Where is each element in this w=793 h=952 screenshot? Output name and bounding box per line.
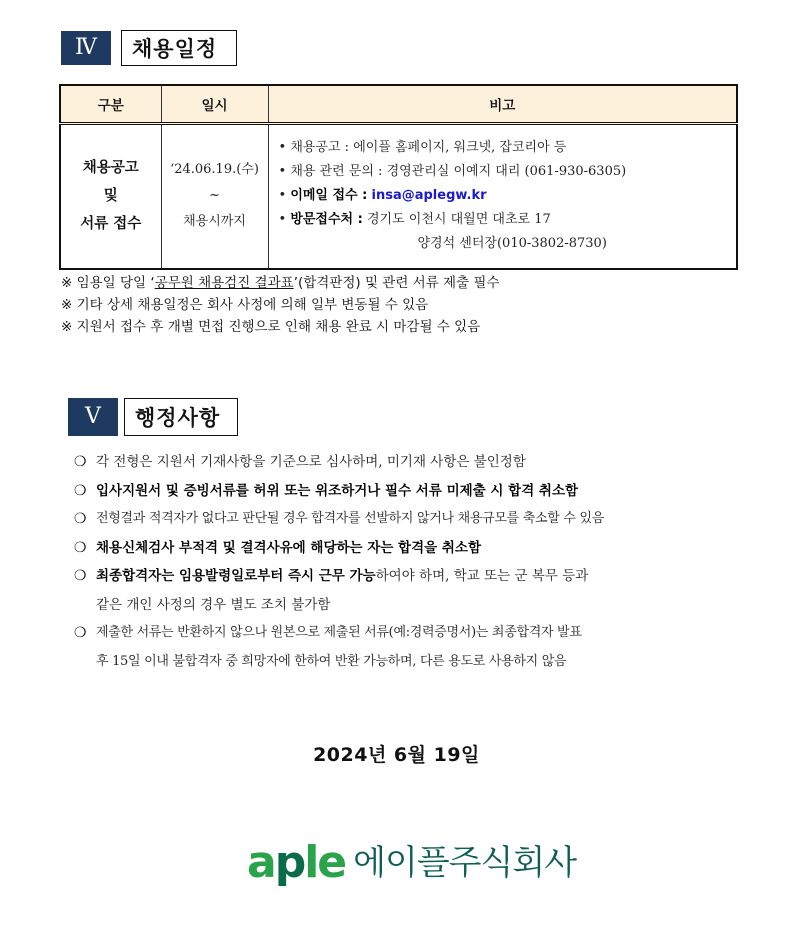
circle-bullet-icon: ❍: [74, 539, 87, 556]
division-cell: [60, 124, 161, 269]
note-inquiry: [279, 160, 727, 184]
note-bullet: •: [278, 140, 287, 156]
list-item: [74, 448, 738, 477]
note-posting: [279, 136, 727, 160]
list-item: [74, 534, 738, 563]
logo-mark-p: p: [274, 837, 305, 888]
item-text: [96, 562, 738, 619]
footnote-2: ※ 기타 상세 채용일정은 회사 사정에 의해 일부 변동될 수 있음: [61, 297, 429, 313]
document-date: 2024년 6월 19일: [313, 744, 480, 766]
header-division: 구분: [60, 85, 161, 124]
schedule-table: [59, 84, 738, 270]
logo-company-name: 에이플주식회사: [353, 843, 577, 883]
table-row: [60, 124, 737, 269]
list-item: [74, 619, 738, 676]
footnote-3: ※ 지원서 접수 후 개별 면접 진행으로 인해 채용 완료 시 마감될 수 있음: [61, 319, 481, 335]
note-bullet: •: [278, 164, 287, 180]
section-5-title: 행정사항: [124, 398, 238, 436]
footnote-1-post: ’(합격판정) 및 관련 서류 제출 필수: [293, 275, 500, 291]
note-email-label: 이메일 접수 :: [290, 188, 368, 204]
list-item: [74, 505, 738, 534]
footnote-1: [61, 272, 500, 294]
date-line-1: ‘24.06.19.(수): [170, 162, 259, 178]
date-line-2: ~: [209, 188, 220, 204]
note-bullet: •: [278, 188, 287, 204]
logo-mark-le: le: [304, 837, 346, 888]
item-text: 각 전형은 지원서 기재사항을 기준으로 심사하며, 미기재 사항은 불인정함: [96, 454, 526, 470]
item-text: 입사지원서 및 증빙서류를 허위 또는 위조하거나 필수 서류 미제출 시 합격 취소함: [96, 482, 579, 499]
notes-cell: [268, 124, 737, 269]
section-4-header: [61, 30, 237, 66]
table-header-row: [60, 85, 737, 124]
note-bullet: •: [278, 212, 287, 228]
header-date: 일시: [161, 85, 268, 124]
section-4-number: Ⅳ: [61, 31, 111, 65]
item-text-bold: 최종합격자는 임용발령일로부터 즉시 근무 가능: [96, 568, 376, 584]
footnote-1-underlined: 공무원 채용검진 결과표: [154, 275, 294, 291]
note-visit: [279, 208, 727, 256]
date-cell: [161, 124, 268, 269]
aple-logo-mark: [247, 838, 345, 888]
section-4-title: 채용일정: [121, 30, 237, 66]
item-text: 채용신체검사 부적격 및 결격사유에 해당하는 자는 합격을 취소함: [96, 539, 482, 556]
item-text-line-1: 제출한 서류는 반환하지 않으나 원본으로 제출된 서류(예:경력증명서)는 최종합격자 발표: [96, 625, 582, 640]
item-text: [96, 619, 738, 676]
circle-bullet-icon: ❍: [74, 568, 87, 584]
section-5-header: [68, 398, 238, 436]
admin-items: [74, 448, 738, 676]
email-link[interactable]: insa@aplegw.kr: [371, 188, 487, 204]
division-line-1: 채용공고: [82, 160, 139, 177]
circle-bullet-icon: ❍: [74, 511, 87, 527]
division-line-3: 서류 접수: [80, 216, 142, 233]
list-item: [74, 562, 738, 619]
header-notes: 비고: [268, 85, 737, 124]
company-logo: [247, 838, 576, 888]
item-text-line-2: 후 15일 이내 불합격자 중 희망자에 한하여 반환 가능하며, 다른 용도로 사용하지 않음: [96, 653, 567, 669]
note-posting-text: 채용공고 : 에이플 홈페이지, 워크넷, 잡코리아 등: [290, 140, 567, 156]
item-text-rest: 하여야 하며, 학교 또는 군 복무 등과: [375, 568, 589, 584]
note-visit-address: 경기도 이천시 대월면 대초로 17: [366, 212, 551, 228]
item-text-line-2: 같은 개인 사정의 경우 별도 조치 불가함: [96, 596, 331, 613]
circle-bullet-icon: ❍: [74, 454, 87, 470]
item-text: 전형결과 적격자가 없다고 판단될 경우 합격자를 선발하지 않거나 채용규모를 축소할 수 있음: [96, 511, 604, 526]
division-line-2: 및: [103, 188, 118, 205]
note-visit-contact: 양경석 센터장(010-3802-8730): [417, 236, 607, 252]
note-visit-label: 방문접수처 :: [290, 212, 363, 228]
section-5-number: Ⅴ: [68, 398, 118, 436]
footnote-1-pre: ※ 임용일 당일 ‘: [61, 275, 155, 291]
circle-bullet-icon: ❍: [74, 482, 87, 499]
logo-mark-a: a: [247, 837, 275, 888]
note-email: [279, 184, 727, 208]
date-line-3: 채용시까지: [183, 214, 246, 230]
footnotes: [61, 272, 500, 338]
circle-bullet-icon: ❍: [74, 625, 87, 641]
list-item: [74, 477, 738, 506]
note-inquiry-text: 채용 관련 문의 : 경영관리실 이예지 대리 (061-930-6305): [290, 164, 627, 180]
